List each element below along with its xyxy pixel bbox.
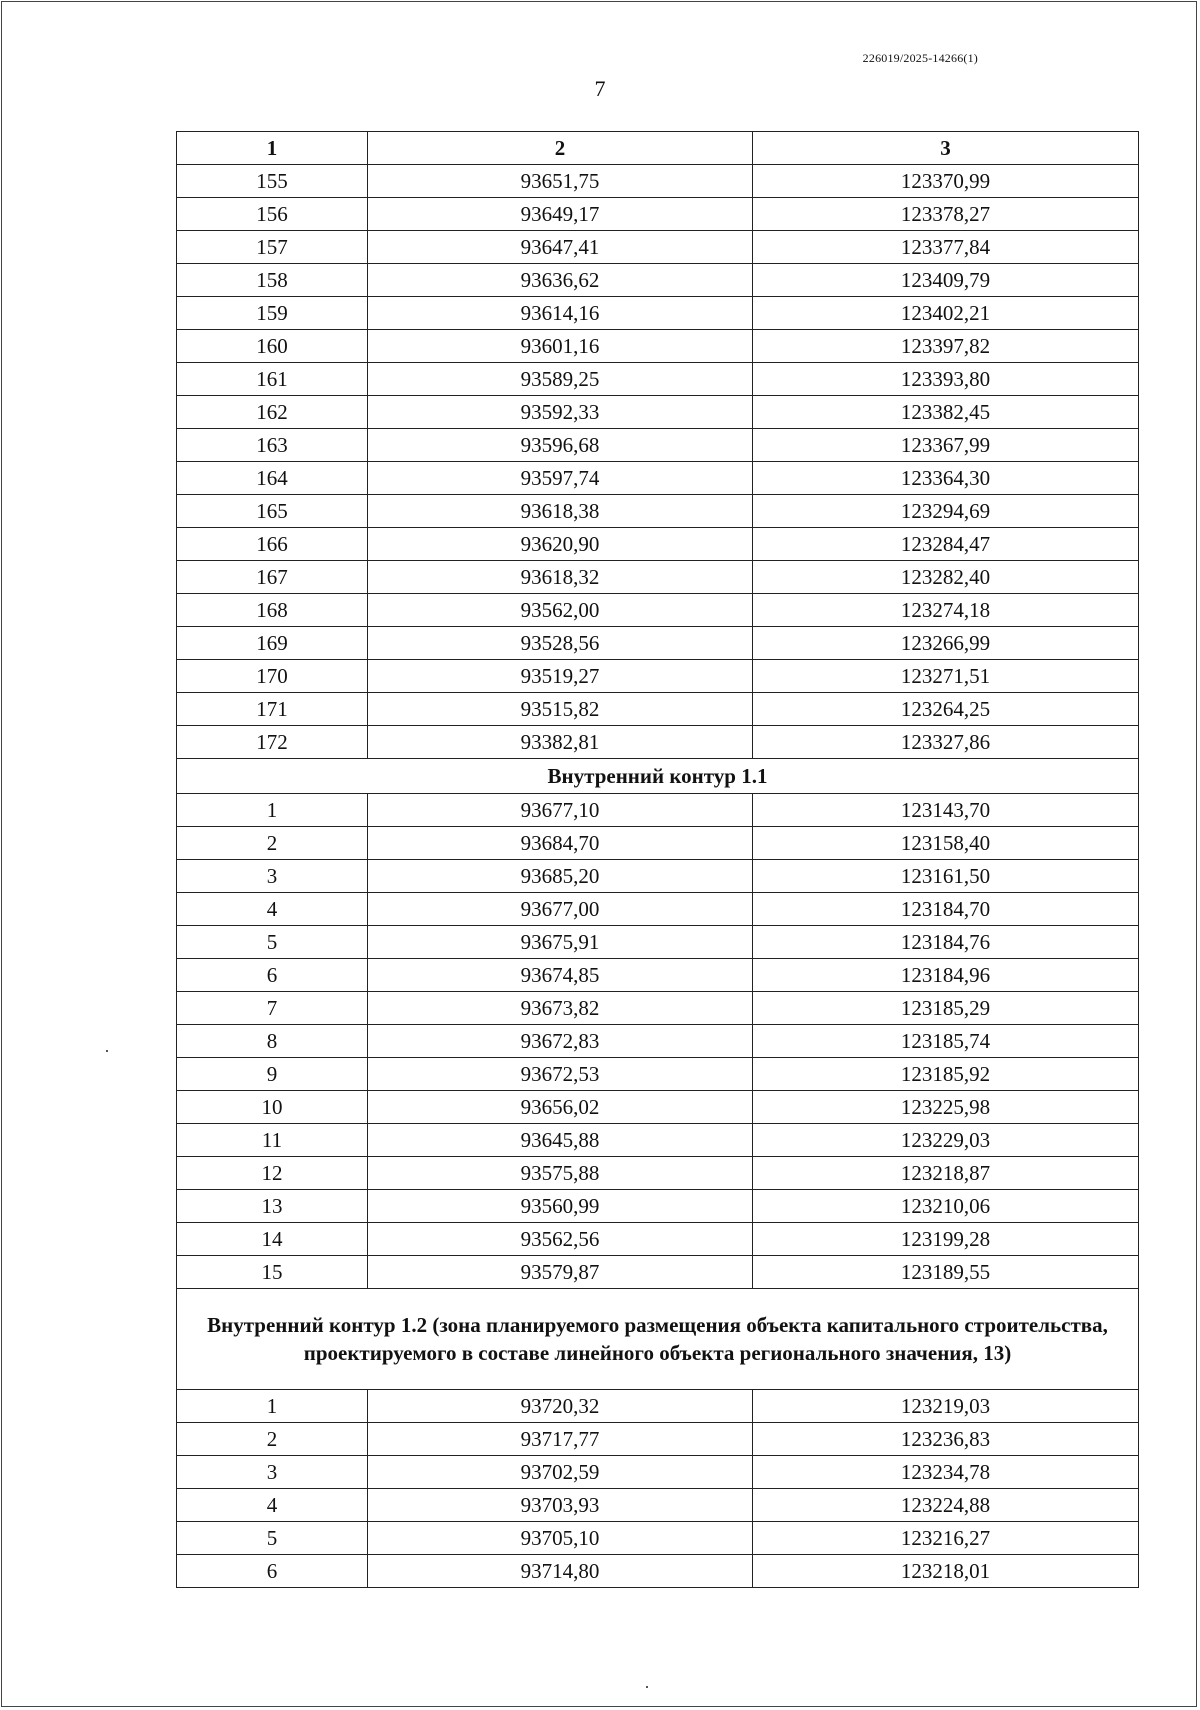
coordinate-y-cell: 123294,69 (753, 495, 1139, 528)
scan-speck (646, 1686, 648, 1688)
coordinate-y-cell: 123185,29 (753, 992, 1139, 1025)
coordinates-table (176, 131, 1139, 1588)
coordinate-x-cell: 93703,93 (368, 1489, 753, 1522)
coordinate-x-cell: 93614,16 (368, 297, 753, 330)
coordinate-y-cell: 123378,27 (753, 198, 1139, 231)
coordinate-y-cell: 123189,55 (753, 1256, 1139, 1289)
point-number-cell: 12 (177, 1157, 368, 1190)
coordinate-y-cell: 123225,98 (753, 1091, 1139, 1124)
point-number-cell: 166 (177, 528, 368, 561)
point-number-cell: 15 (177, 1256, 368, 1289)
point-number-cell: 3 (177, 1456, 368, 1489)
table-row (177, 1124, 1139, 1157)
coordinate-x-cell: 93562,00 (368, 594, 753, 627)
table-row (177, 264, 1139, 297)
coordinate-x-cell: 93656,02 (368, 1091, 753, 1124)
point-number-cell: 5 (177, 926, 368, 959)
point-number-cell: 5 (177, 1522, 368, 1555)
coordinate-y-cell: 123184,76 (753, 926, 1139, 959)
table-row (177, 627, 1139, 660)
coordinate-x-cell: 93592,33 (368, 396, 753, 429)
table-row (177, 1522, 1139, 1555)
coordinate-y-cell: 123161,50 (753, 860, 1139, 893)
coordinate-x-cell: 93717,77 (368, 1423, 753, 1456)
column-header: 3 (753, 132, 1139, 165)
table-row (177, 198, 1139, 231)
section-title: Внутренний контур 1.2 (зона планируемого размещения объекта капитального строительства, проектируемого в составе линейного объекта регионального значения, 13) (177, 1289, 1139, 1390)
coordinate-y-cell: 123409,79 (753, 264, 1139, 297)
point-number-cell: 11 (177, 1124, 368, 1157)
table-row (177, 495, 1139, 528)
column-header: 1 (177, 132, 368, 165)
coordinate-y-cell: 123266,99 (753, 627, 1139, 660)
point-number-cell: 156 (177, 198, 368, 231)
point-number-cell: 160 (177, 330, 368, 363)
table-row (177, 165, 1139, 198)
point-number-cell: 172 (177, 726, 368, 759)
coordinate-x-cell: 93579,87 (368, 1256, 753, 1289)
table-row (177, 462, 1139, 495)
table-row (177, 231, 1139, 264)
coordinate-x-cell: 93575,88 (368, 1157, 753, 1190)
point-number-cell: 159 (177, 297, 368, 330)
coordinate-x-cell: 93673,82 (368, 992, 753, 1025)
table-row (177, 893, 1139, 926)
point-number-cell: 8 (177, 1025, 368, 1058)
point-number-cell: 2 (177, 827, 368, 860)
point-number-cell: 168 (177, 594, 368, 627)
point-number-cell: 170 (177, 660, 368, 693)
coordinate-y-cell: 123397,82 (753, 330, 1139, 363)
coordinate-x-cell: 93620,90 (368, 528, 753, 561)
table-row (177, 1423, 1139, 1456)
table-row (177, 330, 1139, 363)
coordinate-x-cell: 93618,32 (368, 561, 753, 594)
coordinate-y-cell: 123274,18 (753, 594, 1139, 627)
coordinate-x-cell: 93601,16 (368, 330, 753, 363)
coordinate-x-cell: 93597,74 (368, 462, 753, 495)
coordinate-y-cell: 123218,01 (753, 1555, 1139, 1588)
point-number-cell: 158 (177, 264, 368, 297)
table-body (177, 165, 1139, 1588)
coordinate-x-cell: 93515,82 (368, 693, 753, 726)
coordinate-y-cell: 123402,21 (753, 297, 1139, 330)
point-number-cell: 7 (177, 992, 368, 1025)
coordinate-y-cell: 123236,83 (753, 1423, 1139, 1456)
coordinate-x-cell: 93677,00 (368, 893, 753, 926)
coordinate-x-cell: 93672,83 (368, 1025, 753, 1058)
coordinate-x-cell: 93645,88 (368, 1124, 753, 1157)
table-row (177, 429, 1139, 462)
coordinate-y-cell: 123393,80 (753, 363, 1139, 396)
coordinate-x-cell: 93714,80 (368, 1555, 753, 1588)
table-row (177, 693, 1139, 726)
point-number-cell: 165 (177, 495, 368, 528)
point-number-cell: 3 (177, 860, 368, 893)
coordinate-x-cell: 93519,27 (368, 660, 753, 693)
table-row (177, 1091, 1139, 1124)
section-title-row (177, 759, 1139, 794)
coordinate-y-cell: 123185,74 (753, 1025, 1139, 1058)
coordinate-y-cell: 123229,03 (753, 1124, 1139, 1157)
coordinate-y-cell: 123327,86 (753, 726, 1139, 759)
coordinate-y-cell: 123234,78 (753, 1456, 1139, 1489)
table-row (177, 959, 1139, 992)
table-row (177, 827, 1139, 860)
coordinate-x-cell: 93636,62 (368, 264, 753, 297)
point-number-cell: 157 (177, 231, 368, 264)
point-number-cell: 1 (177, 794, 368, 827)
coordinate-y-cell: 123382,45 (753, 396, 1139, 429)
coordinate-y-cell: 123367,99 (753, 429, 1139, 462)
coordinate-x-cell: 93651,75 (368, 165, 753, 198)
coordinate-x-cell: 93677,10 (368, 794, 753, 827)
table-row (177, 1058, 1139, 1091)
section-title: Внутренний контур 1.1 (177, 759, 1139, 794)
coordinate-y-cell: 123185,92 (753, 1058, 1139, 1091)
point-number-cell: 2 (177, 1423, 368, 1456)
table-row (177, 396, 1139, 429)
coordinate-x-cell: 93705,10 (368, 1522, 753, 1555)
table-row (177, 926, 1139, 959)
table-row (177, 1157, 1139, 1190)
coordinate-y-cell: 123158,40 (753, 827, 1139, 860)
point-number-cell: 1 (177, 1390, 368, 1423)
table-row (177, 297, 1139, 330)
coordinate-x-cell: 93684,70 (368, 827, 753, 860)
point-number-cell: 161 (177, 363, 368, 396)
table-row (177, 794, 1139, 827)
scan-speck (106, 1050, 108, 1052)
coordinate-y-cell: 123271,51 (753, 660, 1139, 693)
table-row (177, 992, 1139, 1025)
coordinate-y-cell: 123143,70 (753, 794, 1139, 827)
coordinate-x-cell: 93720,32 (368, 1390, 753, 1423)
point-number-cell: 167 (177, 561, 368, 594)
table-row (177, 860, 1139, 893)
table-row (177, 726, 1139, 759)
coordinate-y-cell: 123210,06 (753, 1190, 1139, 1223)
table-row (177, 1025, 1139, 1058)
coordinate-x-cell: 93560,99 (368, 1190, 753, 1223)
coordinate-y-cell: 123264,25 (753, 693, 1139, 726)
table-row (177, 1256, 1139, 1289)
point-number-cell: 4 (177, 1489, 368, 1522)
coordinate-y-cell: 123184,70 (753, 893, 1139, 926)
coordinate-y-cell: 123219,03 (753, 1390, 1139, 1423)
table-row (177, 1190, 1139, 1223)
coordinate-x-cell: 93562,56 (368, 1223, 753, 1256)
coordinate-x-cell: 93647,41 (368, 231, 753, 264)
coordinate-x-cell: 93685,20 (368, 860, 753, 893)
coordinate-x-cell: 93674,85 (368, 959, 753, 992)
coordinate-y-cell: 123282,40 (753, 561, 1139, 594)
point-number-cell: 13 (177, 1190, 368, 1223)
coordinate-y-cell: 123377,84 (753, 231, 1139, 264)
coordinate-y-cell: 123224,88 (753, 1489, 1139, 1522)
table-row (177, 363, 1139, 396)
table-row (177, 1456, 1139, 1489)
coordinate-x-cell: 93649,17 (368, 198, 753, 231)
point-number-cell: 6 (177, 1555, 368, 1588)
table-header-row (177, 132, 1139, 165)
coordinate-y-cell: 123218,87 (753, 1157, 1139, 1190)
point-number-cell: 9 (177, 1058, 368, 1091)
table-row (177, 1555, 1139, 1588)
coordinate-x-cell: 93596,68 (368, 429, 753, 462)
section-title-row (177, 1289, 1139, 1390)
table-row (177, 1489, 1139, 1522)
coordinate-x-cell: 93675,91 (368, 926, 753, 959)
document-id: 226019/2025-14266(1) (862, 51, 978, 65)
coordinate-x-cell: 93528,56 (368, 627, 753, 660)
point-number-cell: 162 (177, 396, 368, 429)
table-row (177, 660, 1139, 693)
point-number-cell: 171 (177, 693, 368, 726)
coordinate-x-cell: 93672,53 (368, 1058, 753, 1091)
coordinate-y-cell: 123364,30 (753, 462, 1139, 495)
column-header: 2 (368, 132, 753, 165)
page-number: 7 (594, 76, 606, 101)
coordinate-x-cell: 93702,59 (368, 1456, 753, 1489)
point-number-cell: 155 (177, 165, 368, 198)
coordinate-x-cell: 93382,81 (368, 726, 753, 759)
point-number-cell: 4 (177, 893, 368, 926)
point-number-cell: 169 (177, 627, 368, 660)
table-row (177, 1223, 1139, 1256)
table-row (177, 594, 1139, 627)
coordinate-x-cell: 93618,38 (368, 495, 753, 528)
coordinate-y-cell: 123370,99 (753, 165, 1139, 198)
coordinate-y-cell: 123216,27 (753, 1522, 1139, 1555)
coordinate-y-cell: 123199,28 (753, 1223, 1139, 1256)
point-number-cell: 163 (177, 429, 368, 462)
point-number-cell: 10 (177, 1091, 368, 1124)
point-number-cell: 164 (177, 462, 368, 495)
table-row (177, 528, 1139, 561)
table-row (177, 561, 1139, 594)
point-number-cell: 14 (177, 1223, 368, 1256)
table-row (177, 1390, 1139, 1423)
coordinate-y-cell: 123284,47 (753, 528, 1139, 561)
coordinate-x-cell: 93589,25 (368, 363, 753, 396)
coordinate-y-cell: 123184,96 (753, 959, 1139, 992)
point-number-cell: 6 (177, 959, 368, 992)
